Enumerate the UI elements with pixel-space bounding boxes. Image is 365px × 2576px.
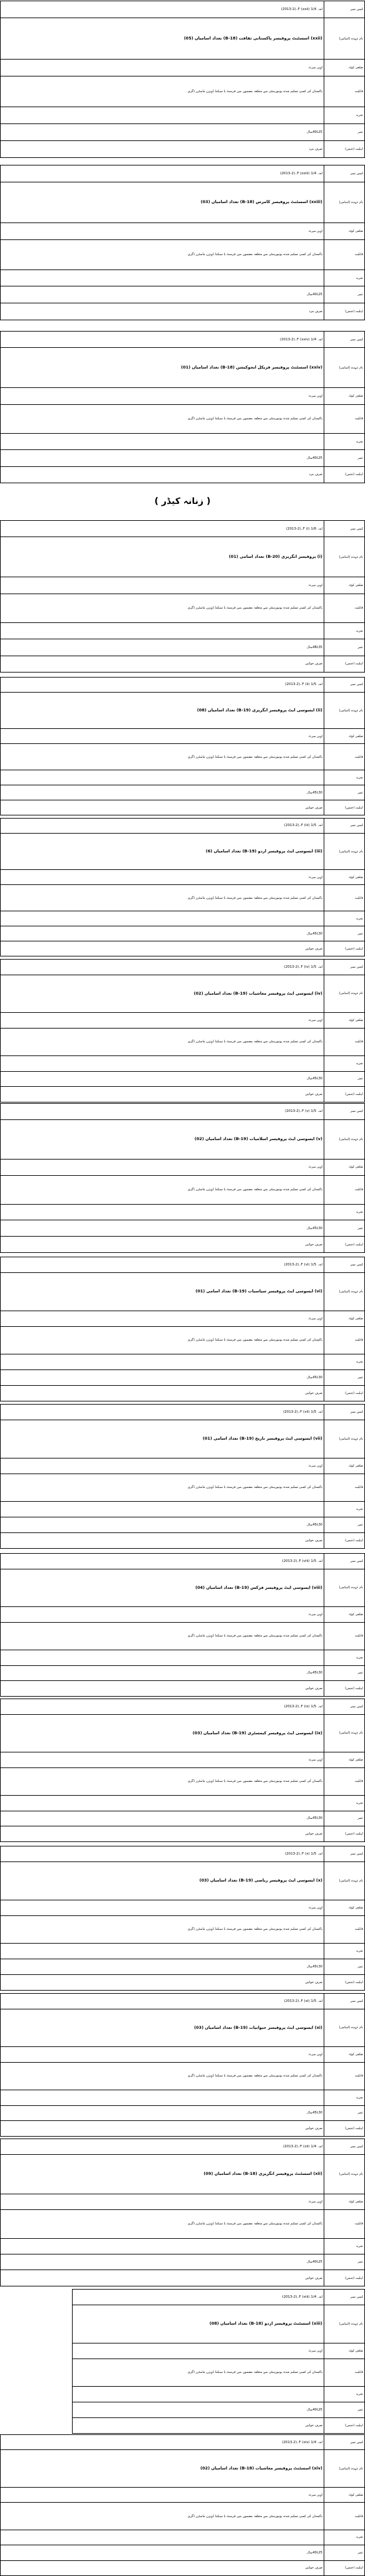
field-label-experience: تجربہ (324, 770, 365, 785)
field-value-age: 35تا48سال (1, 639, 324, 656)
field-value-age: 30تا45سال (1, 926, 324, 941)
field-label-post: نام عہدہ (اسامی) (324, 833, 365, 869)
field-label-qualification: قابلیت (324, 1915, 365, 1943)
post-block (0, 1846, 365, 1990)
field-value-case: اے۔ 1/5 (vi) F۔(2-2013) (1, 1257, 324, 1273)
field-value-district: اوپن میرٹ (1, 1458, 324, 1474)
field-label-qualification: قابلیت (324, 1767, 365, 1795)
post-table (0, 677, 365, 815)
field-value-gender: صرف خواتین (1, 2270, 324, 2286)
post-table (0, 2434, 365, 2576)
field-value-experience (1, 1354, 324, 1370)
field-value-age: 30تا45سال (1, 1370, 324, 1386)
field-value-qualification: پاکستان کی کسی تسلیم شدہ یونیورسٹی سے متعلقہ مضمون میں فرسٹ یا سیکنڈ ڈویژن ماسٹرز ڈگری (1, 744, 324, 770)
field-label-qualification: قابلیت (324, 1474, 365, 1501)
field-value-gender: صرف مرد (1, 303, 324, 320)
field-value-post: (xiii) اسسٹنٹ پروفیسر اردو (B-18) تعداد اسامیاں (08) (73, 2305, 324, 2343)
field-value-experience (1, 1650, 324, 1665)
field-label-district: ضلعی کوٹہ (324, 729, 365, 744)
field-label-experience: تجربہ (324, 1055, 365, 1071)
field-label-post: نام عہدہ (اسامی) (324, 975, 365, 1012)
field-value-age: 30تا45سال (1, 1811, 324, 1826)
field-value-age: 30تا45سال (1, 1665, 324, 1681)
field-label-gender: اہلیت (جنس) (324, 1087, 365, 1102)
field-label-post: نام عہدہ (اسامی) (324, 2009, 365, 2046)
field-label-experience: تجربہ (324, 1502, 365, 1517)
field-value-experience (1, 1204, 324, 1220)
field-label-district: ضلعی کوٹہ (324, 2194, 365, 2209)
field-label-district: ضلعی کوٹہ (324, 1311, 365, 1326)
field-value-case: اے۔ 1/4 (xiii) F۔(2-2013) (73, 2290, 324, 2305)
field-label-qualification: قابلیت (324, 1175, 365, 1204)
field-value-district: اوپن میرٹ (1, 1607, 324, 1623)
field-value-case: اے۔ 1/5 (xi) F۔(2-2013) (1, 1994, 324, 2009)
field-label-post: نام عہدہ (اسامی) (324, 537, 365, 577)
field-label-district: ضلعی کوٹہ (324, 2488, 365, 2503)
field-value-experience (1, 1944, 324, 1959)
field-value-age: 25تا40سال (73, 2402, 324, 2418)
field-label-case: کیس نمبر (324, 1, 365, 18)
post-block (0, 1404, 365, 1548)
field-value-district: اوپن میرٹ (1, 60, 324, 76)
field-value-post: (ii) ایسوسی ایٹ پروفیسر انگریزی (B-19) تعداد اسامیاں (08) (1, 692, 324, 728)
field-label-district: ضلعی کوٹہ (324, 388, 365, 404)
field-label-district: ضلعی کوٹہ (324, 577, 365, 594)
field-label-gender: اہلیت (جنس) (324, 1237, 365, 1253)
field-label-district: ضلعی کوٹہ (324, 1013, 365, 1029)
field-value-experience (1, 434, 324, 450)
field-label-experience: تجربہ (324, 1204, 365, 1220)
field-label-case: کیس نمبر (324, 1994, 365, 2009)
field-value-experience (73, 2387, 324, 2402)
field-label-case: کیس نمبر (324, 2139, 365, 2155)
field-label-experience: تجربہ (324, 623, 365, 639)
section-heading-female-cadre: ( زنانہ کیڈر ) (154, 496, 211, 506)
field-value-experience (1, 770, 324, 785)
field-value-gender: صرف خواتین (1, 1087, 324, 1102)
field-label-case: کیس نمبر (324, 1699, 365, 1715)
field-value-gender: صرف خواتین (1, 941, 324, 956)
field-value-qualification: پاکستان کی کسی تسلیم شدہ یونیورسٹی سے متعلقہ مضمون میں فرسٹ یا سیکنڈ ڈویژن ماسٹرز ڈگری (1, 1767, 324, 1795)
post-table (72, 2289, 365, 2434)
field-label-district: ضلعی کوٹہ (324, 1752, 365, 1768)
field-label-qualification: قابلیت (324, 594, 365, 623)
field-label-district: ضلعی کوٹہ (324, 2047, 365, 2063)
field-label-age: عمر (324, 2254, 365, 2270)
field-label-experience: تجربہ (324, 1944, 365, 1959)
field-value-case: اے۔ 1/6 (i) F۔(2-2013) (1, 521, 324, 537)
field-value-district: اوپن میرٹ (1, 1752, 324, 1768)
field-label-age: عمر (324, 926, 365, 941)
field-label-qualification: قابلیت (324, 1622, 365, 1650)
post-block (0, 520, 365, 672)
field-value-post: (vi) ایسوسی ایٹ پروفیسر سیاسیات (B-19) تعداد اسامی (01) (1, 1272, 324, 1311)
field-value-qualification: پاکستان کی کسی تسلیم شدہ یونیورسٹی سے متعلقہ مضمون میں فرسٹ یا سیکنڈ ڈویژن ماسٹرز ڈگری (1, 594, 324, 623)
field-label-post: نام عہدہ (اسامی) (324, 18, 365, 60)
field-value-experience (1, 2090, 324, 2105)
field-label-case: کیس نمبر (324, 1104, 365, 1120)
field-label-experience: تجربہ (324, 1650, 365, 1665)
field-label-gender: اہلیت (جنس) (324, 941, 365, 956)
post-table (0, 1699, 365, 1842)
field-label-post: نام عہدہ (اسامی) (324, 1861, 365, 1900)
field-value-experience (1, 911, 324, 926)
field-value-post: (xii) اسسٹنٹ پروفیسر انگریزی (B-18) تعداد اسامیاں (09) (1, 2155, 324, 2194)
field-value-case: اے۔ 1/4 (xiv) F۔(2-2013) (1, 2435, 324, 2450)
field-label-gender: اہلیت (جنس) (324, 140, 365, 157)
post-block (0, 1699, 365, 1841)
field-value-age: 30تا45سال (1, 1517, 324, 1533)
field-value-qualification: پاکستان کی کسی تسلیم شدہ یونیورسٹی سے متعلقہ مضمون میں فرسٹ یا سیکنڈ ڈویژن ماسٹرز ڈگری (1, 1622, 324, 1650)
field-label-district: ضلعی کوٹہ (324, 1458, 365, 1474)
field-label-age: عمر (324, 1220, 365, 1237)
field-value-qualification: پاکستان کی کسی تسلیم شدہ یونیورسٹی سے متعلقہ مضمون میں فرسٹ یا سیکنڈ ڈویژن ماسٹرز ڈگری (1, 2210, 324, 2238)
field-value-qualification: پاکستان کی کسی تسلیم شدہ یونیورسٹی سے متعلقہ مضمون میں فرسٹ یا سیکنڈ ڈویژن ماسٹرز ڈگری (1, 2062, 324, 2090)
field-value-experience (1, 1502, 324, 1517)
field-value-post: (xiv) اسسٹنٹ پروفیسر معاشیات (B-18) تعداد اسامیاں (02) (1, 2450, 324, 2488)
field-value-case: اے۔ 1/5 (viii) F۔(2-2013) (1, 1554, 324, 1569)
field-value-qualification: پاکستان کی کسی تسلیم شدہ یونیورسٹی سے متعلقہ مضمون میں فرسٹ یا سیکنڈ ڈویژن ماسٹرز ڈگری (1, 2503, 324, 2530)
field-value-age: 30تا45سال (1, 785, 324, 800)
field-value-experience (1, 2238, 324, 2254)
field-value-case: اے۔ 1/4 (xii) F۔(2-2013) (1, 2139, 324, 2155)
field-value-post: (xxiii) اسسٹنٹ پروفیسر کامرس (B-18) تعداد اسامیاں (03) (1, 182, 324, 223)
field-value-district: اوپن میرٹ (1, 1013, 324, 1029)
field-value-experience (1, 1055, 324, 1071)
field-label-post: نام عہدہ (اسامی) (324, 1420, 365, 1458)
field-label-age: عمر (324, 1665, 365, 1681)
field-value-district: اوپن میرٹ (1, 577, 324, 594)
field-value-qualification: پاکستان کی کسی تسلیم شدہ یونیورسٹی سے متعلقہ مضمون میں فرسٹ یا سیکنڈ ڈویژن ماسٹرز ڈگری (1, 240, 324, 270)
field-label-case: کیس نمبر (324, 1257, 365, 1273)
field-label-qualification: قابلیت (324, 240, 365, 270)
field-value-post: (i) پروفیسر انگریزی (B-20) تعداد اسامی (01) (1, 537, 324, 577)
post-block (0, 1553, 365, 1696)
field-label-qualification: قابلیت (324, 76, 365, 107)
field-value-case: اے۔ 1/5 (ii) F۔(2-2013) (1, 678, 324, 693)
field-value-case: اے۔ 1/4 (xxiii) F۔(2-2013) (1, 165, 324, 182)
field-label-age: عمر (324, 2545, 365, 2560)
field-label-qualification: قابلیت (324, 1028, 365, 1055)
field-value-case: اے۔ 1/4 (xxiv) F۔(2-2013) (1, 332, 324, 348)
field-value-gender: صرف مرد (1, 466, 324, 483)
field-value-district: اوپن میرٹ (1, 1900, 324, 1915)
field-label-experience: تجربہ (324, 1795, 365, 1811)
field-label-district: ضلعی کوٹہ (324, 1607, 365, 1623)
field-value-qualification: پاکستان کی کسی تسلیم شدہ یونیورسٹی سے متعلقہ مضمون میں فرسٹ یا سیکنڈ ڈویژن ماسٹرز ڈگری (73, 2359, 324, 2386)
field-label-district: ضلعی کوٹہ (324, 60, 365, 76)
field-label-experience: تجربہ (324, 107, 365, 123)
field-label-case: کیس نمبر (324, 2435, 365, 2450)
field-label-case: کیس نمبر (324, 678, 365, 693)
field-label-post: نام عہدہ (اسامی) (324, 1119, 365, 1159)
field-label-district: ضلعی کوٹہ (324, 2343, 365, 2359)
field-label-age: عمر (324, 1370, 365, 1386)
field-label-post: نام عہدہ (اسامی) (324, 1272, 365, 1311)
field-label-post: نام عہدہ (اسامی) (324, 182, 365, 223)
post-block (0, 959, 365, 1102)
field-value-qualification: پاکستان کی کسی تسلیم شدہ یونیورسٹی سے متعلقہ مضمون میں فرسٹ یا سیکنڈ ڈویژن ماسٹرز ڈگری (1, 1028, 324, 1055)
field-label-post: نام عہدہ (اسامی) (324, 1569, 365, 1606)
field-value-gender: صرف خواتین (1, 1975, 324, 1991)
field-label-experience: تجربہ (324, 2238, 365, 2254)
field-label-case: کیس نمبر (324, 819, 365, 834)
field-value-gender: صرف خواتین (1, 1237, 324, 1253)
field-value-age: 25تا40سال (1, 286, 324, 303)
field-value-post: (v) ایسوسی ایٹ پروفیسر اسلامیات (B-19) تعداد اسامیاں (02) (1, 1119, 324, 1159)
field-value-post: (ix) ایسوسی ایٹ پروفیسر کیمسٹری (B-19) تعداد اسامیاں (03) (1, 1714, 324, 1752)
field-value-case: اے۔ 1/5 (vii) F۔(2-2013) (1, 1405, 324, 1420)
field-value-age: 30تا45سال (1, 2105, 324, 2121)
field-label-qualification: قابلیت (324, 404, 365, 434)
field-label-age: عمر (324, 639, 365, 656)
post-table (0, 165, 365, 320)
field-value-age: 25تا40سال (1, 2545, 324, 2560)
field-value-case: اے۔ 1/5 (iii) F۔(2-2013) (1, 819, 324, 834)
field-value-district: اوپن میرٹ (1, 1159, 324, 1175)
field-label-post: نام عہدہ (اسامی) (324, 348, 365, 388)
field-value-district: اوپن میرٹ (1, 2047, 324, 2063)
field-value-case: اے۔ 1/5 (v) F۔(2-2013) (1, 1104, 324, 1120)
field-label-post: نام عہدہ (اسامی) (324, 2305, 365, 2343)
post-table (0, 1846, 365, 1991)
field-value-gender: صرف خواتین (1, 2560, 324, 2575)
field-label-qualification: قابلیت (324, 1326, 365, 1354)
post-block (0, 331, 365, 483)
field-value-gender: صرف خواتین (1, 1826, 324, 1842)
field-label-qualification: قابلیت (324, 2359, 365, 2386)
field-value-qualification: پاکستان کی کسی تسلیم شدہ یونیورسٹی سے متعلقہ مضمون میں فرسٹ یا سیکنڈ ڈویژن ماسٹرز ڈگری (1, 76, 324, 107)
field-label-experience: تجربہ (324, 2090, 365, 2105)
field-value-experience (1, 1795, 324, 1811)
field-value-qualification: پاکستان کی کسی تسلیم شدہ یونیورسٹی سے متعلقہ مضمون میں فرسٹ یا سیکنڈ ڈویژن ماسٹرز ڈگری (1, 1326, 324, 1354)
field-label-age: عمر (324, 1517, 365, 1533)
field-label-case: کیس نمبر (324, 1405, 365, 1420)
field-value-age: 30تا45سال (1, 1071, 324, 1087)
post-block (0, 1257, 365, 1401)
post-block (0, 1, 365, 157)
field-label-experience: تجربہ (324, 434, 365, 450)
field-label-gender: اہلیت (جنس) (324, 800, 365, 815)
field-value-gender: صرف خواتین (1, 656, 324, 672)
field-value-district: اوپن میرٹ (1, 388, 324, 404)
field-label-gender: اہلیت (جنس) (324, 1826, 365, 1842)
field-label-age: عمر (324, 2105, 365, 2121)
field-label-gender: اہلیت (جنس) (324, 1681, 365, 1697)
field-value-gender: صرف خواتین (1, 1533, 324, 1549)
field-label-post: نام عہدہ (اسامی) (324, 2450, 365, 2488)
field-label-district: ضلعی کوٹہ (324, 223, 365, 240)
post-block (0, 1993, 365, 2136)
field-value-case: اے۔ 1/5 (iv) F۔(2-2013) (1, 960, 324, 975)
field-label-case: کیس نمبر (324, 332, 365, 348)
field-label-age: عمر (324, 450, 365, 466)
field-value-qualification: پاکستان کی کسی تسلیم شدہ یونیورسٹی سے متعلقہ مضمون میں فرسٹ یا سیکنڈ ڈویژن ماسٹرز ڈگری (1, 404, 324, 434)
field-label-case: کیس نمبر (324, 960, 365, 975)
post-block (0, 2139, 365, 2286)
field-value-age: 25تا40سال (1, 2254, 324, 2270)
field-label-district: ضلعی کوٹہ (324, 1900, 365, 1915)
post-block (72, 2289, 365, 2433)
field-value-district: اوپن میرٹ (1, 1311, 324, 1326)
post-table (0, 1, 365, 158)
field-value-district: اوپن میرٹ (1, 729, 324, 744)
field-label-age: عمر (324, 785, 365, 800)
field-label-post: نام عہدہ (اسامی) (324, 692, 365, 728)
field-value-post: (x) ایسوسی ایٹ پروفیسر ریاضی (B-19) تعداد اسامیاں (03) (1, 1861, 324, 1900)
field-value-age: 25تا40سال (1, 123, 324, 140)
post-table (0, 1257, 365, 1401)
field-value-gender: صرف خواتین (1, 2121, 324, 2137)
field-label-age: عمر (324, 1071, 365, 1087)
field-label-age: عمر (324, 286, 365, 303)
field-value-post: (iv) ایسوسی ایٹ پروفیسر معاشیات (B-19) تعداد اسامیاں (02) (1, 975, 324, 1012)
field-value-district: اوپن میرٹ (73, 2343, 324, 2359)
field-label-qualification: قابلیت (324, 2062, 365, 2090)
field-label-gender: اہلیت (جنس) (324, 466, 365, 483)
field-value-case: اے۔ 1/4 (xxii) F۔(2-2013) (1, 1, 324, 18)
field-label-qualification: قابلیت (324, 2503, 365, 2530)
field-label-gender: اہلیت (جنس) (324, 2121, 365, 2137)
field-label-age: عمر (324, 1959, 365, 1975)
field-value-district: اوپن میرٹ (1, 223, 324, 240)
field-label-experience: تجربہ (324, 911, 365, 926)
field-label-qualification: قابلیت (324, 744, 365, 770)
field-label-case: کیس نمبر (324, 165, 365, 182)
field-value-experience (1, 623, 324, 639)
field-value-qualification: پاکستان کی کسی تسلیم شدہ یونیورسٹی سے متعلقہ مضمون میں فرسٹ یا سیکنڈ ڈویژن ماسٹرز ڈگری (1, 1474, 324, 1501)
post-table (0, 520, 365, 673)
field-value-qualification: پاکستان کی کسی تسلیم شدہ یونیورسٹی سے متعلقہ مضمون میں فرسٹ یا سیکنڈ ڈویژن ماسٹرز ڈگری (1, 1915, 324, 1943)
post-block (0, 677, 365, 815)
post-block (0, 165, 365, 320)
post-block (0, 1103, 365, 1252)
field-label-gender: اہلیت (جنس) (324, 1533, 365, 1549)
field-value-qualification: پاکستان کی کسی تسلیم شدہ یونیورسٹی سے متعلقہ مضمون میں فرسٹ یا سیکنڈ ڈویژن ماسٹرز ڈگری (1, 885, 324, 911)
post-table (0, 2139, 365, 2286)
field-value-case: اے۔ 1/5 (ix) F۔(2-2013) (1, 1699, 324, 1715)
post-table (0, 331, 365, 483)
field-value-post: (xxiv) اسسٹنٹ پروفیسر فزیکل ایجوکیشن (B-18) تعداد اسامیاں (01) (1, 348, 324, 388)
field-label-experience: تجربہ (324, 1354, 365, 1370)
field-label-gender: اہلیت (جنس) (324, 2560, 365, 2575)
field-value-post: (xi) ایسوسی ایٹ پروفیسر حیوانیات (B-19) تعداد اسامیاں (03) (1, 2009, 324, 2046)
field-label-gender: اہلیت (جنس) (324, 1975, 365, 1991)
field-value-district: اوپن میرٹ (1, 870, 324, 885)
field-label-age: عمر (324, 2402, 365, 2418)
field-value-gender: صرف خواتین (73, 2418, 324, 2434)
field-value-age: 30تا45سال (1, 1959, 324, 1975)
field-label-case: کیس نمبر (324, 2290, 365, 2305)
field-label-district: ضلعی کوٹہ (324, 870, 365, 885)
field-value-experience (1, 107, 324, 123)
field-value-district: اوپن میرٹ (1, 2194, 324, 2209)
field-value-age: 25تا40سال (1, 450, 324, 466)
field-value-post: (iii) ایسوسی ایٹ پروفیسر اردو (B-19) تعداد اسامیاں (6) (1, 833, 324, 869)
field-label-experience: تجربہ (324, 2387, 365, 2402)
field-value-district: اوپن میرٹ (1, 2488, 324, 2503)
post-table (0, 1103, 365, 1253)
field-value-post: (vii) ایسوسی ایٹ پروفیسر تاریخ (B-19) تعداد اسامی (01) (1, 1420, 324, 1458)
post-table (0, 818, 365, 956)
field-value-post: (viii) ایسوسی ایٹ پروفیسر فزکس (B-19) تعداد اسامیاں (04) (1, 1569, 324, 1606)
field-value-gender: صرف خواتین (1, 1681, 324, 1697)
field-label-age: عمر (324, 123, 365, 140)
field-label-case: کیس نمبر (324, 1554, 365, 1569)
field-value-experience (1, 270, 324, 286)
field-label-case: کیس نمبر (324, 521, 365, 537)
field-label-case: کیس نمبر (324, 1846, 365, 1862)
field-label-age: عمر (324, 1811, 365, 1826)
post-table (0, 1993, 365, 2137)
field-label-qualification: قابلیت (324, 885, 365, 911)
field-value-case: اے۔ 1/5 (x) F۔(2-2013) (1, 1846, 324, 1862)
field-value-gender: صرف خواتین (1, 1386, 324, 1401)
field-value-experience (1, 2530, 324, 2545)
field-label-district: ضلعی کوٹہ (324, 1159, 365, 1175)
post-table (0, 1404, 365, 1549)
field-label-experience: تجربہ (324, 2530, 365, 2545)
field-value-post: (xxii) اسسٹنٹ پروفیسر پاکستانی ثقافت (B-18) تعداد اسامیاں (05) (1, 18, 324, 60)
field-label-post: نام عہدہ (اسامی) (324, 1714, 365, 1752)
field-value-gender: صرف خواتین (1, 800, 324, 815)
field-label-gender: اہلیت (جنس) (324, 656, 365, 672)
field-value-gender: صرف مرد (1, 140, 324, 157)
field-label-gender: اہلیت (جنس) (324, 2418, 365, 2434)
post-table (0, 1553, 365, 1697)
post-block (0, 818, 365, 956)
post-table (0, 959, 365, 1102)
field-label-gender: اہلیت (جنس) (324, 1386, 365, 1401)
field-label-post: نام عہدہ (اسامی) (324, 2155, 365, 2194)
field-value-qualification: پاکستان کی کسی تسلیم شدہ یونیورسٹی سے متعلقہ مضمون میں فرسٹ یا سیکنڈ ڈویژن ماسٹرز ڈگری (1, 1175, 324, 1204)
post-block (0, 2434, 365, 2575)
field-label-gender: اہلیت (جنس) (324, 303, 365, 320)
field-value-age: 30تا45سال (1, 1220, 324, 1237)
field-label-gender: اہلیت (جنس) (324, 2270, 365, 2286)
field-label-experience: تجربہ (324, 270, 365, 286)
field-label-qualification: قابلیت (324, 2210, 365, 2238)
